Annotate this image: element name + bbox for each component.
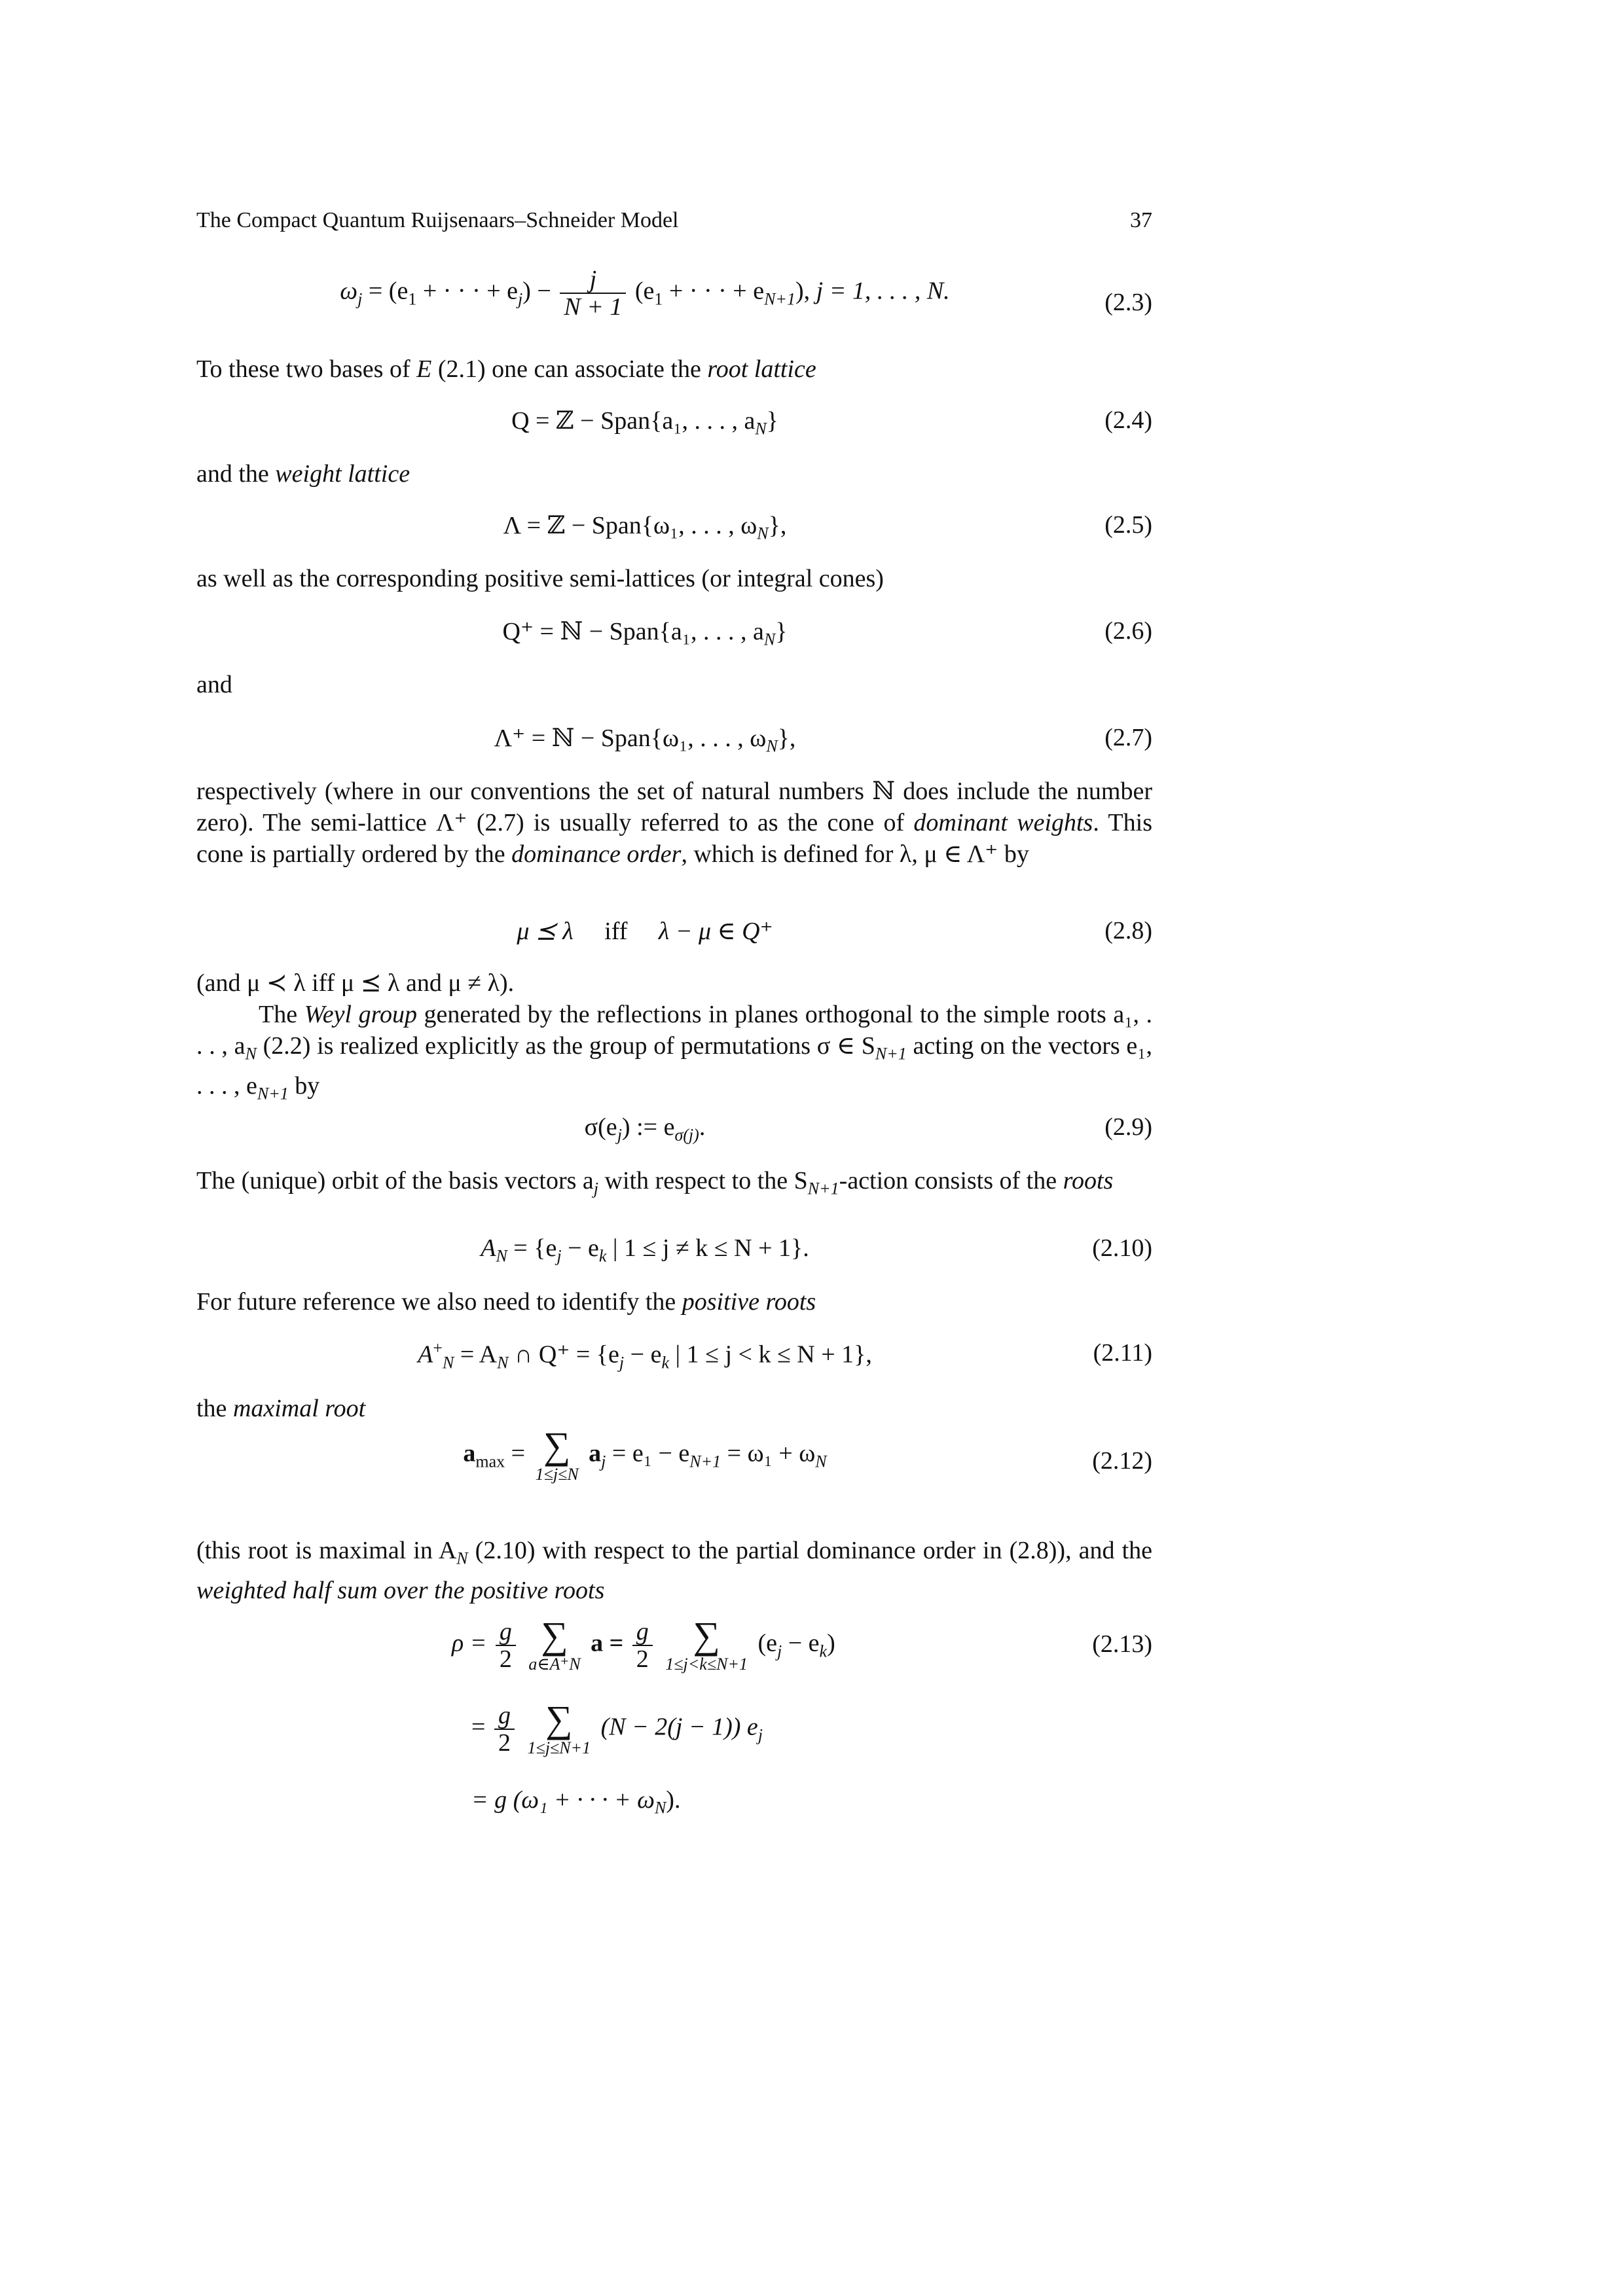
paragraph: The Weyl group generated by the reflections in planes orthogonal to the simple roots a₁, . . . , $a_N$ (2.2) is realized explicitly as the group of permutations σ ∈ $S_{N+1}$ acting on the vectors e₁, . . . , $e_{N+1}$ by (196, 1001, 1152, 1103)
equation-line-2: = $\frac{g}{2}$ ∑ 1≤j≤N+1 (N − 2(j − 1)) $e_j$ (471, 1698, 763, 1757)
equation-number: (2.7) (1104, 724, 1152, 751)
equation-body: Q⁺ = ℕ − Span{a₁, . . . , $a_N$} (502, 618, 788, 649)
equation-body: Λ = ℤ − Span{ω₁, . . . , $\omega_N$}, (503, 512, 787, 543)
paragraph: and (196, 671, 232, 698)
equation-2-5 (196, 511, 1152, 550)
running-title: The Compact Quantum Ruijsenaars–Schneider Model (196, 208, 679, 232)
equation-body: $A^+_N = A_N$ ∩ $Q^+ = \{e_j - e_k$ | 1 ≤ j < k ≤ N + 1}, (418, 1338, 872, 1372)
paragraph: the maximal root (196, 1395, 366, 1422)
fraction: $\frac{g}{2}$ (496, 1619, 516, 1672)
equation-number: (2.12) (1092, 1447, 1152, 1475)
equation-number: (2.13) (1092, 1630, 1152, 1658)
paragraph: For future reference we also need to identify the positive roots (196, 1288, 816, 1316)
equation-number: (2.9) (1104, 1113, 1152, 1141)
summation: ∑ 1≤j≤N (535, 1424, 579, 1484)
equation-line-3: = g (ω₁ + · · · + $\omega_N$). (471, 1786, 681, 1818)
summation: ∑ a∈A⁺N (528, 1614, 581, 1674)
equation-2-3 (196, 259, 1152, 331)
equation-2-8 (196, 916, 1152, 956)
summation: ∑ 1≤j≤N+1 (527, 1698, 591, 1757)
fraction: $\frac{j}{N + 1}$ (560, 266, 626, 320)
equation-2-10 (196, 1234, 1152, 1273)
equation-2-4 (196, 406, 1152, 445)
equation-body: Λ⁺ = ℕ − Span{ω₁, . . . , $\omega_N$}, (494, 725, 796, 756)
equation-number: (2.5) (1104, 511, 1152, 539)
paragraph: (and μ ≺ λ iff μ ⪯ λ and μ ≠ λ). (196, 969, 515, 997)
equation-number: (2.6) (1104, 617, 1152, 645)
equation-2-12 (196, 1424, 1152, 1512)
equation-body: $A_N = \{e_j - e_k$ | 1 ≤ j ≠ k ≤ N + 1}. (481, 1234, 809, 1266)
fraction: $\frac{g}{2}$ (494, 1702, 515, 1756)
equation-number: (2.11) (1093, 1339, 1152, 1367)
paragraph: as well as the corresponding positive semi-lattices (or integral cones) (196, 565, 884, 592)
equation-line-1: ρ = $\frac{g}{2}$ ∑ a∈A⁺N a = $\frac{g}{2}$ ∑ 1≤j<k≤N+1 $(e_j - e_k)$ (452, 1614, 835, 1674)
equation-2-6 (196, 617, 1152, 656)
paragraph: respectively (where in our conventions the set of natural numbers ℕ does include the number zero). The semi-lattice Λ⁺ (2.7) is usually referred to as the cone of dominant weights. This cone is partially ordered by the dominance order, which is defined for λ, μ ∈ Λ⁺ by (196, 778, 1152, 868)
equation-number: (2.8) (1104, 917, 1152, 944)
equation-number: (2.4) (1104, 406, 1152, 434)
paragraph: To these two bases of E (2.1) one can associate the root lattice (196, 355, 816, 383)
equation-2-11 (196, 1338, 1152, 1378)
paragraph: (this root is maximal in $A_N$ (2.10) with respect to the partial dominance order in (2.8)), and the weighted half sum over the positive roots (196, 1537, 1152, 1604)
paragraph: The (unique) orbit of the basis vectors $a_j$ with respect to the $S_{N+1}$-action consists of the roots (196, 1167, 1114, 1198)
paragraph: and the weight lattice (196, 460, 410, 488)
equation-number: (2.3) (1104, 289, 1152, 316)
page-number: 37 (1130, 208, 1152, 232)
equation-number: (2.10) (1092, 1234, 1152, 1262)
equation-body: Q = ℤ − Span{a₁, . . . , $a_N$} (511, 407, 778, 439)
equation-2-13 (196, 1614, 1152, 1839)
equation-2-7 (196, 723, 1152, 762)
summation: ∑ 1≤j<k≤N+1 (665, 1614, 748, 1674)
fraction: $\frac{g}{2}$ (632, 1619, 653, 1672)
equation-body: $a_{max}$ = ∑ 1≤j≤N $a_j = e_1 - e_{N+1} = \omega_1 + \omega_N$ (463, 1424, 827, 1484)
equation-2-9 (196, 1113, 1152, 1152)
equation-body: μ ⪯ λ iff λ − μ ∈ Q⁺ (517, 918, 773, 945)
equation-body: $\sigma(e_j)$ := $e_{\sigma(j)}$. (584, 1113, 706, 1145)
equation-body: $\omega_j = (e_1$ + · · · + $e_j$) − $\frac{j}{N + 1}$ ($e_1$ + · · · + $e_{N+1}$), j = 1, . . . , N. (340, 266, 950, 321)
